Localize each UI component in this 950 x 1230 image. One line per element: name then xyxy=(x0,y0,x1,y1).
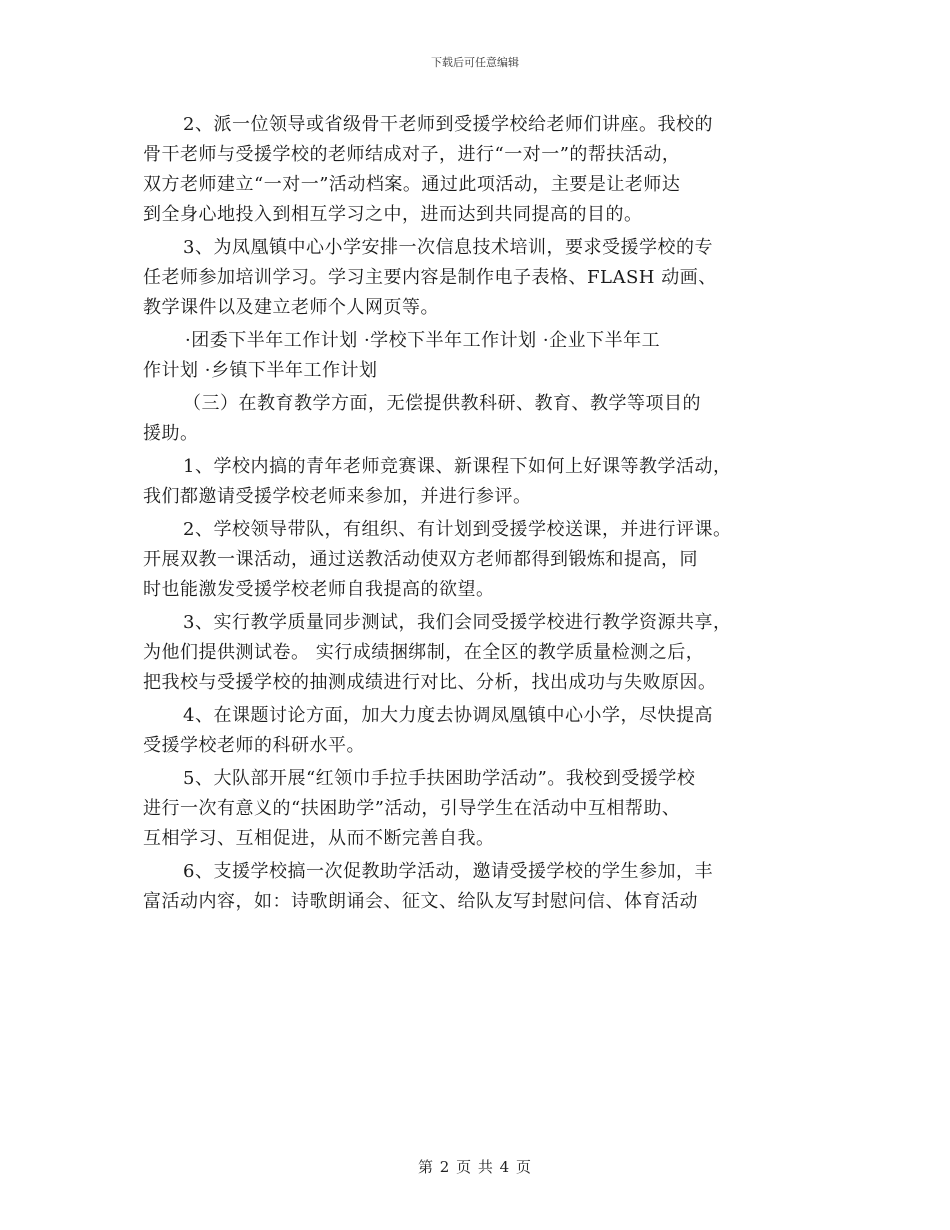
text-line: 援助。 xyxy=(143,423,199,444)
text-line: 3、为凤凰镇中心小学安排一次信息技术培训，要求受援学校的专 xyxy=(183,237,713,258)
text-line: 我们都邀请受援学校老师来参加，并进行参评。 xyxy=(143,486,532,507)
text-line: 2、派一位领导或省级骨干老师到受援学校给老师们讲座。我校的 xyxy=(183,114,713,135)
text-line: 时也能激发受援学校老师自我提高的欲望。 xyxy=(143,579,495,600)
text-line: 受援学校老师的科研水平。 xyxy=(143,735,365,756)
paragraph xyxy=(143,857,823,917)
paragraph xyxy=(143,110,823,230)
page-number: 第 2 页 共 4 页 xyxy=(418,1158,532,1176)
page-header: 下载后可任意编辑 xyxy=(431,56,519,69)
text-line: 任老师参加培训学习。学习主要内容是制作电子表格、FLASH 动画、 xyxy=(143,267,717,288)
text-line: 互相学习、互相促进，从而不断完善自我。 xyxy=(143,828,495,849)
paragraph xyxy=(143,764,823,854)
text-line: 5、大队部开展“红领巾手拉手扶困助学活动”。我校到受援学校 xyxy=(183,768,696,789)
paragraph xyxy=(143,701,823,761)
text-line: 4、在课题讨论方面，加大力度去协调凤凰镇中心小学，尽快提高 xyxy=(183,705,713,726)
text-line: 到全身心地投入到相互学习之中，进而达到共同提高的目的。 xyxy=(143,204,643,225)
text-line: 作计划 ·乡镇下半年工作计划 xyxy=(143,360,378,381)
text-line: 为他们提供测试卷。 实行成绩捆绑制，在全区的教学质量检测之后， xyxy=(143,642,705,663)
paragraph xyxy=(143,608,823,698)
text-line: 骨干老师与受援学校的老师结成对子，进行“一对一”的帮扶活动， xyxy=(143,144,681,165)
paragraph xyxy=(143,389,823,449)
paragraph xyxy=(143,452,823,512)
text-line: 进行一次有意义的“扶困助学”活动，引导学生在活动中互相帮助、 xyxy=(143,798,681,819)
document-body xyxy=(143,110,823,917)
paragraph xyxy=(143,326,823,386)
paragraph xyxy=(143,233,823,323)
text-line: 6、支援学校搞一次促教助学活动，邀请受援学校的学生参加，丰 xyxy=(183,861,713,882)
paragraph xyxy=(143,515,823,605)
text-line: 开展双教一课活动，通过送教活动使双方老师都得到锻炼和提高，同 xyxy=(143,549,698,570)
text-line: 3、实行教学质量同步测试，我们会同受援学校进行教学资源共享， xyxy=(183,612,732,633)
text-line: 2、学校领导带队，有组织、有计划到受援学校送课，并进行评课。 xyxy=(183,519,732,540)
text-line: 把我校与受援学校的抽测成绩进行对比、分析，找出成功与失败原因。 xyxy=(143,672,717,693)
text-line: 富活动内容，如：诗歌朗诵会、征文、给队友写封慰问信、体育活动 xyxy=(143,891,698,912)
text-line: 教学课件以及建立老师个人网页等。 xyxy=(143,297,439,318)
text-line: （三）在教育教学方面，无偿提供教科研、教育、教学等项目的 xyxy=(183,393,701,414)
text-line: ·团委下半年工作计划 ·学校下半年工作计划 ·企业下半年工 xyxy=(185,330,661,351)
text-line: 双方老师建立“一对一”活动档案。通过此项活动，主要是让老师达 xyxy=(143,174,681,195)
text-line: 1、学校内搞的青年老师竞赛课、新课程下如何上好课等教学活动， xyxy=(183,456,732,477)
